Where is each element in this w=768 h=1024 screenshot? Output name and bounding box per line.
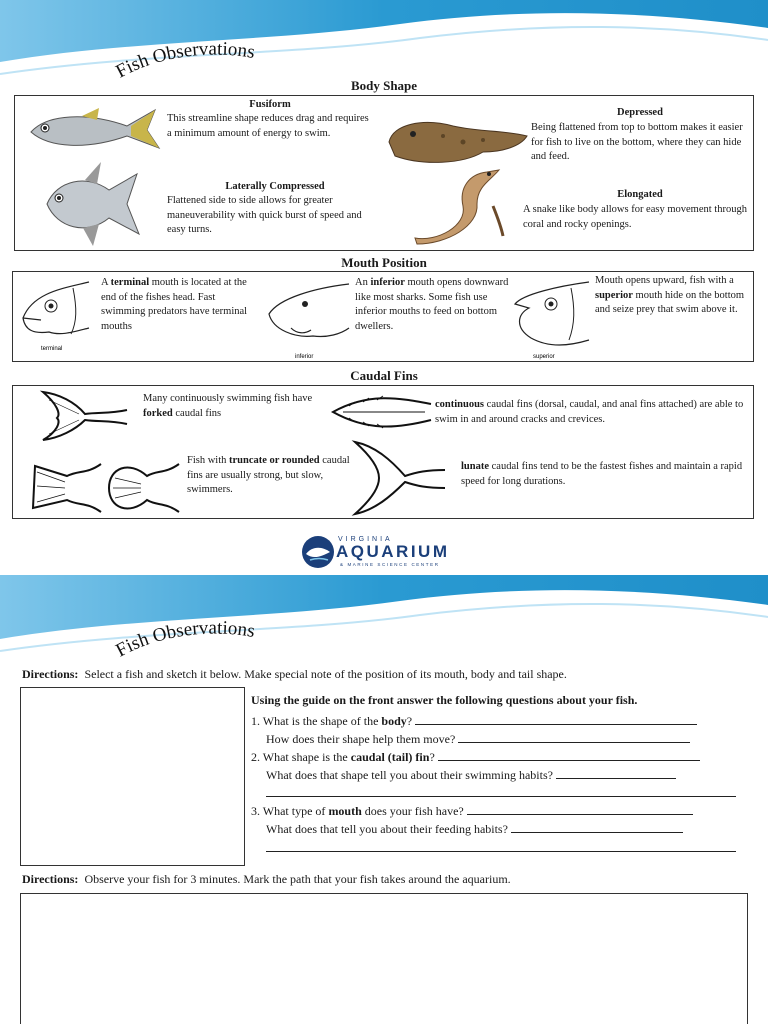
answer-line-2c[interactable] xyxy=(266,796,736,797)
answer-line-1b[interactable] xyxy=(458,731,690,743)
laterally-compressed-fish-image xyxy=(43,160,143,248)
terminal-description: A terminal mouth is located at the end of the fishes head. Fast swimming predators have terminal mouths xyxy=(101,277,248,332)
terminal-mouth-image xyxy=(19,278,99,352)
answer-line-3c[interactable] xyxy=(266,851,736,852)
laterally-compressed-description: Flattened side to side allows for greater maneuverability with quick burst of speed and easy turns. xyxy=(167,195,362,235)
logo-main-text: AQUARIUM xyxy=(336,542,450,561)
laterally-compressed-title: Laterally Compressed xyxy=(225,181,325,192)
question-1-sub: How does their shape help them move? xyxy=(266,730,690,748)
question-2: 2. What shape is the caudal (tail) fin? xyxy=(251,748,700,766)
directions-path: Directions: Observe your fish for 3 minutes. Mark the path that your fish takes around the aquarium. xyxy=(22,872,511,886)
svg-text:Fish Observations: Fish Observations xyxy=(112,38,257,83)
svg-text:superior: superior xyxy=(533,354,555,360)
inferior-description: An inferior mouth opens downward like most sharks. Some fish use inferior mouths to feed on bottom dwellers. xyxy=(355,277,509,332)
path-drawing-area[interactable] xyxy=(20,893,748,1024)
lunate-description: lunate caudal fins tend to be the fastest fishes and maintain a rapid speed for long durations. xyxy=(461,461,743,487)
svg-text:terminal: terminal xyxy=(41,346,63,352)
answer-line-3[interactable] xyxy=(467,803,693,815)
answer-line-3b[interactable] xyxy=(511,821,683,833)
elongated-description: A snake like body allows for easy movement through coral and rocky openings. xyxy=(523,204,747,230)
question-3-sub: What does that tell you about their feeding habits? xyxy=(266,820,683,838)
questions-heading: Using the guide on the front answer the following questions about your fish. xyxy=(251,693,638,707)
superior-description: Mouth opens upward, fish with a superior mouth hide on the bottom and seize prey that swim above it. xyxy=(595,275,745,315)
logo-sub-text: & MARINE SCIENCE CENTER xyxy=(340,562,440,567)
sketch-area[interactable] xyxy=(20,687,245,866)
caudal-fins-panel xyxy=(12,385,754,519)
continuous-description: continuous caudal fins (dorsal, caudal, and anal fins attached) are able to swim in and around cracks and crevices. xyxy=(435,399,744,425)
caudal-fins-heading: Caudal Fins xyxy=(350,368,418,383)
superior-mouth-image xyxy=(509,278,593,362)
page-title xyxy=(100,607,320,667)
fusiform-title: Fusiform xyxy=(249,99,291,110)
worksheet-back xyxy=(0,575,768,1024)
body-shape-panel xyxy=(14,95,754,251)
question-3: 3. What type of mouth does your fish have? xyxy=(251,802,693,820)
mouth-position-heading: Mouth Position xyxy=(341,255,427,270)
svg-text:Fish Observations: Fish Observations xyxy=(112,617,257,662)
truncate-rounded-fin-image xyxy=(29,456,187,518)
depressed-fish-image xyxy=(383,112,533,170)
forked-fin-image xyxy=(39,390,129,442)
fusiform-description: This streamline shape reduces drag and requires a minimum amount of energy to swim. xyxy=(167,113,369,139)
mouth-position-panel xyxy=(12,271,754,362)
answer-line-1[interactable] xyxy=(415,713,697,725)
aquarium-logo-icon xyxy=(300,534,336,570)
svg-text:inferior: inferior xyxy=(295,354,314,360)
logo-top-text: VIRGINIA xyxy=(338,536,393,543)
question-2-sub: What does that shape tell you about their swimming habits? xyxy=(266,766,676,784)
lunate-fin-image xyxy=(351,440,447,516)
depressed-description: Being flattened from top to bottom makes it easier for fish to live on the bottom, where they can hide and feed. xyxy=(531,122,743,162)
question-1: 1. What is the shape of the body? xyxy=(251,712,697,730)
continuous-fin-image xyxy=(329,390,433,436)
body-shape-heading: Body Shape xyxy=(350,78,418,93)
inferior-mouth-image xyxy=(265,278,351,362)
forked-description: Many continuously swimming fish have forked caudal fins xyxy=(143,393,313,419)
directions-sketch: Directions: Select a fish and sketch it below. Make special note of the position of its mouth, body and tail shape. xyxy=(22,667,567,681)
depressed-title: Depressed xyxy=(617,107,663,118)
fusiform-fish-image xyxy=(27,106,162,152)
elongated-title: Elongated xyxy=(617,189,663,200)
truncate-description: Fish with truncate or rounded caudal fins are usually strong, but slow, swimmers. xyxy=(187,455,350,495)
answer-line-2b[interactable] xyxy=(556,767,676,779)
elongated-fish-image xyxy=(407,166,507,246)
answer-line-2[interactable] xyxy=(438,749,700,761)
